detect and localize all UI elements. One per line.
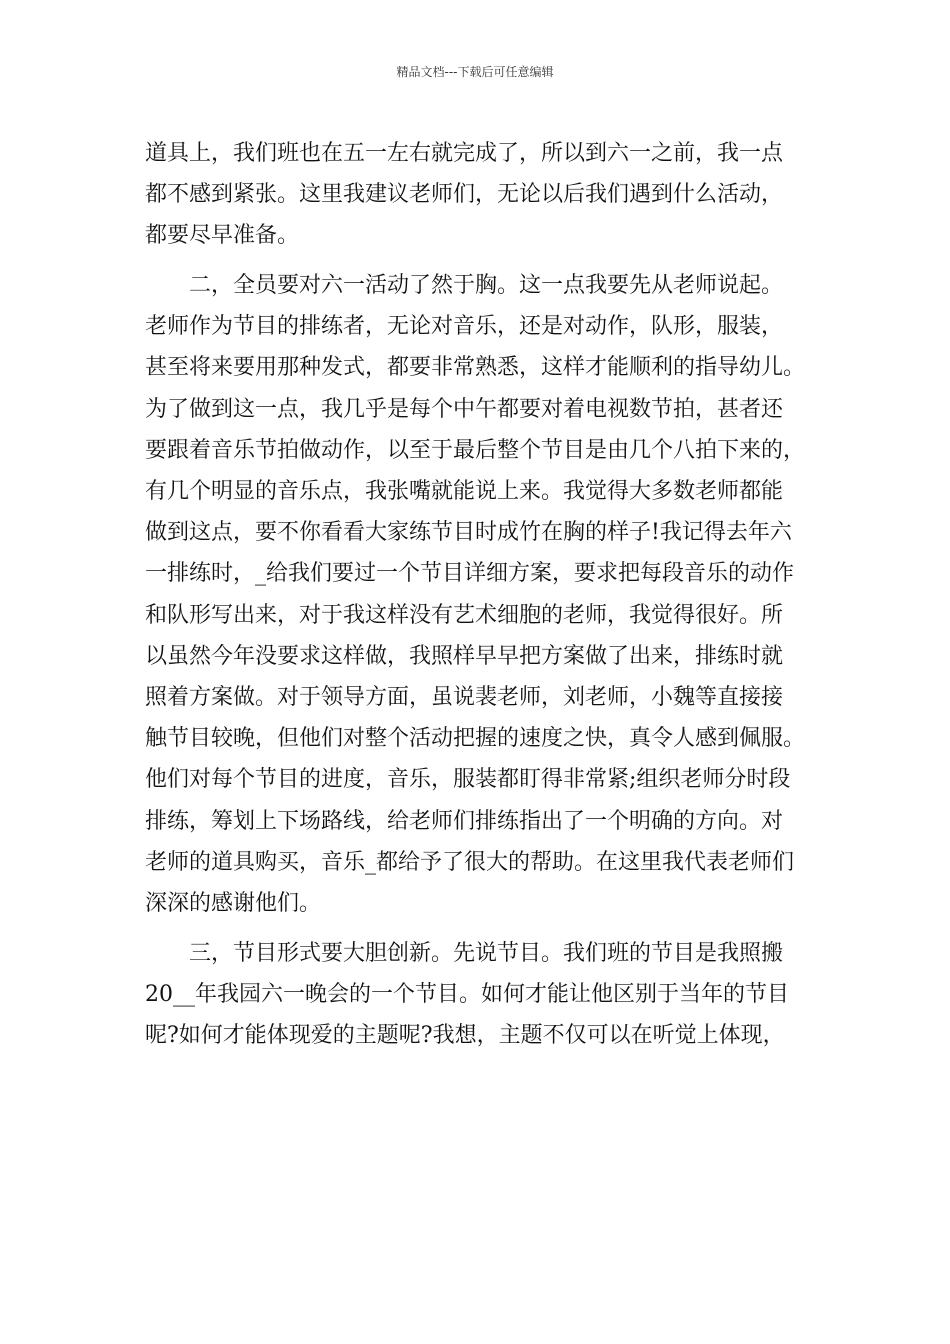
text-line: 老师作为节目的排练者，无论对音乐，还是对动作，队形，服装， — [145, 314, 784, 340]
text-line: 做到这点，要不你看看大家练节目时成竹在胸的样子!我记得去年六 — [145, 520, 792, 546]
text-line: 呢?如何才能体现爱的主题呢?我想，主题不仅可以在听觉上体现， — [145, 1022, 785, 1048]
text-line: 二，全员要对六一活动了然于胸。这一点我要先从老师说起。 — [189, 273, 784, 299]
text-line: 和队形写出来，对于我这样没有艺术细胞的老师，我觉得很好。所 — [145, 602, 784, 628]
text-line: 一排练时，_给我们要过一个节目详细方案，要求把每段音乐的动作 — [145, 561, 795, 587]
page-header: 精品文档---下载后可任意编辑 — [396, 65, 554, 79]
text-line: 照着方案做。对于领导方面，虽说裴老师，刘老师，小魏等直接接 — [145, 684, 784, 710]
text-line: 都要尽早准备。 — [145, 223, 300, 249]
text-line: 老师的道具购买，音乐_都给予了很大的帮助。在这里我代表老师们 — [145, 849, 795, 875]
document-body — [145, 133, 815, 1056]
text-line: 深深的感谢他们。 — [145, 890, 322, 916]
text-line: 甚至将来要用那种发式，都要非常熟悉，这样才能顺利的指导幼儿。 — [145, 355, 806, 381]
text-line: 有几个明显的音乐点，我张嘴就能说上来。我觉得大多数老师都能 — [145, 479, 784, 504]
text-line: 他们对每个节目的进度，音乐，服装都盯得非常紧;组织老师分时段 — [145, 767, 791, 793]
text-line: 都不感到紧张。这里我建议老师们，无论以后我们遇到什么活动， — [145, 182, 784, 208]
text-line: 以虽然今年没要求这样做，我照样早早把方案做了出来，排练时就 — [145, 643, 784, 669]
text-line: 为了做到这一点，我几乎是每个中午都要对着电视数节拍，甚者还 — [145, 396, 784, 422]
text-line: 触节目较晚，但他们对整个活动把握的速度之快，真令人感到佩服。 — [145, 726, 806, 752]
text-line: 20__年我园六一晚会的一个节目。如何才能让他区别于当年的节目 — [145, 981, 789, 1007]
text-line: 三，节目形式要大胆创新。先说节目。我们班的节目是我照搬 — [189, 940, 784, 966]
text-line: 道具上，我们班也在五一左右就完成了，所以到六一之前，我一点 — [145, 141, 784, 166]
text-line: 要跟着音乐节拍做动作，以至于最后整个节目是由几个八拍下来的， — [145, 437, 806, 463]
text-line: 排练，筹划上下场路线，给老师们排练指出了一个明确的方向。对 — [145, 808, 784, 834]
